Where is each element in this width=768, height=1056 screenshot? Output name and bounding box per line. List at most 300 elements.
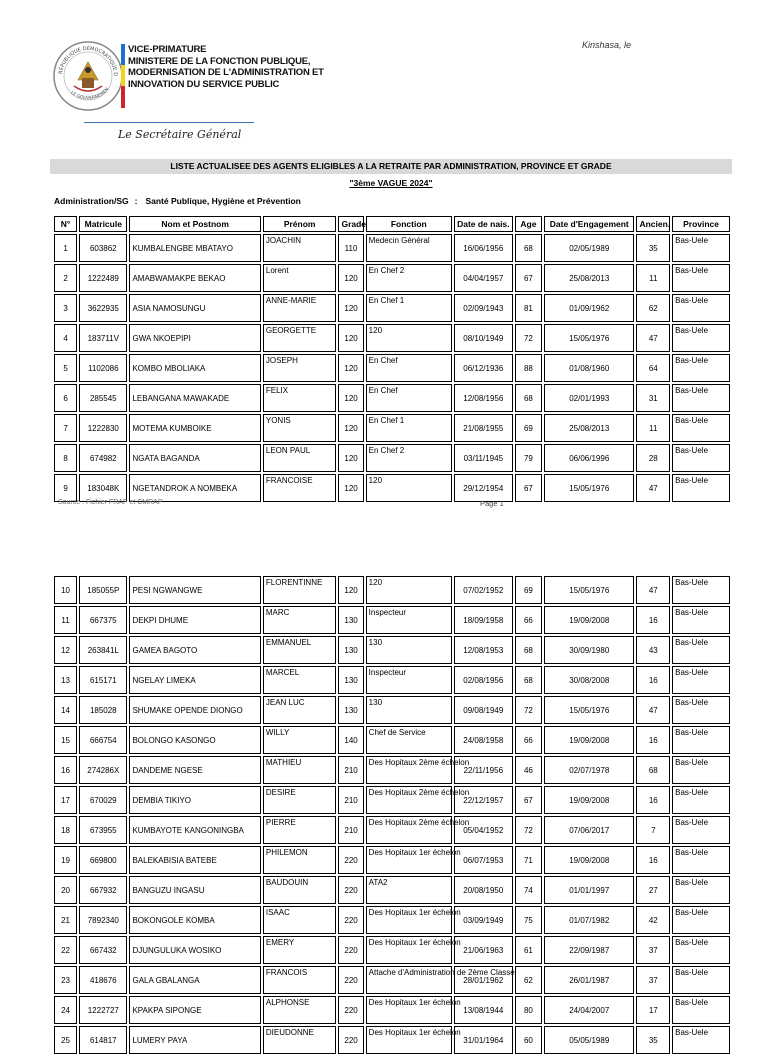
col-number-cell: 25 bbox=[54, 1026, 77, 1054]
col-birthdate-cell: 08/10/1949 bbox=[454, 324, 513, 352]
col-grade-cell: 220 bbox=[338, 846, 363, 874]
col-name-cell: BOLONGO KASONGO bbox=[129, 726, 260, 754]
col-matricule-cell: 673955 bbox=[79, 816, 127, 844]
col-seniority-cell: 11 bbox=[636, 264, 670, 292]
col-province-cell: Bas-Uele bbox=[672, 756, 730, 784]
col-grade-cell: 120 bbox=[338, 474, 363, 502]
table-row bbox=[54, 384, 730, 412]
col-grade-header: Grade bbox=[338, 216, 363, 232]
col-grade-cell: 220 bbox=[338, 876, 363, 904]
table-row bbox=[54, 1026, 730, 1054]
col-hire-date-cell: 02/07/1978 bbox=[544, 756, 634, 784]
col-seniority-cell: 47 bbox=[636, 576, 670, 604]
col-birthdate-cell: 02/09/1943 bbox=[454, 294, 513, 322]
col-age-cell: 88 bbox=[515, 354, 542, 382]
col-function-cell: En Chef 2 bbox=[366, 264, 452, 292]
col-age-cell: 68 bbox=[515, 666, 542, 694]
col-function-cell: Des Hopitaux 1er échelon bbox=[366, 906, 452, 934]
col-hire-date-cell: 30/09/1980 bbox=[544, 636, 634, 664]
col-firstname-cell: ALPHONSE bbox=[263, 996, 337, 1024]
col-name-cell: KUMBALENGBE MBATAYO bbox=[129, 234, 260, 262]
col-seniority-cell: 35 bbox=[636, 234, 670, 262]
col-name-cell: NGETANDROK A NOMBEKA bbox=[129, 474, 260, 502]
col-firstname-cell: PHILEMON bbox=[263, 846, 337, 874]
col-hire-date-cell: 19/09/2008 bbox=[544, 846, 634, 874]
col-province-cell: Bas-Uele bbox=[672, 906, 730, 934]
ministry-line: MODERNISATION DE L'ADMINISTRATION ET bbox=[128, 67, 324, 78]
administration-line bbox=[54, 196, 301, 206]
col-matricule-cell: 1222727 bbox=[79, 996, 127, 1024]
col-grade-cell: 220 bbox=[338, 966, 363, 994]
col-firstname-cell: JOACHIN bbox=[263, 234, 337, 262]
col-province-cell: Bas-Uele bbox=[672, 786, 730, 814]
col-matricule-cell: 274286X bbox=[79, 756, 127, 784]
col-firstname-cell: ANNE-MARIE bbox=[263, 294, 337, 322]
col-province-header: Province bbox=[672, 216, 730, 232]
col-seniority-cell: 64 bbox=[636, 354, 670, 382]
col-function-cell: ATA2 bbox=[366, 876, 452, 904]
col-number-cell: 24 bbox=[54, 996, 77, 1024]
col-age-cell: 62 bbox=[515, 966, 542, 994]
col-hire-date-cell: 22/09/1987 bbox=[544, 936, 634, 964]
col-number-cell: 1 bbox=[54, 234, 77, 262]
col-matricule-cell: 185028 bbox=[79, 696, 127, 724]
col-number-cell: 19 bbox=[54, 846, 77, 874]
col-grade-cell: 120 bbox=[338, 354, 363, 382]
col-number-cell: 16 bbox=[54, 756, 77, 784]
col-firstname-cell: PIERRE bbox=[263, 816, 337, 844]
col-hire-date-cell: 01/01/1997 bbox=[544, 876, 634, 904]
col-grade-cell: 120 bbox=[338, 414, 363, 442]
col-function-cell: Attache d'Administration de 2ème Classe bbox=[366, 966, 452, 994]
col-function-cell: Des Hopitaux 2ème échelon bbox=[366, 816, 452, 844]
col-province-cell: Bas-Uele bbox=[672, 576, 730, 604]
col-province-cell: Bas-Uele bbox=[672, 936, 730, 964]
col-name-cell: KUMBAYOTE KANGONINGBA bbox=[129, 816, 260, 844]
col-seniority-cell: 11 bbox=[636, 414, 670, 442]
col-number-cell: 11 bbox=[54, 606, 77, 634]
ministry-line: VICE-PRIMATURE bbox=[128, 44, 207, 55]
col-seniority-cell: 47 bbox=[636, 474, 670, 502]
col-function-cell: Medecin Général bbox=[366, 234, 452, 262]
table-row bbox=[54, 606, 730, 634]
col-hire-date-cell: 01/09/1962 bbox=[544, 294, 634, 322]
col-function-cell: 130 bbox=[366, 636, 452, 664]
col-function-cell: Inspecteur bbox=[366, 666, 452, 694]
col-birthdate-cell: 03/09/1949 bbox=[454, 906, 513, 934]
col-birthdate-cell: 24/08/1958 bbox=[454, 726, 513, 754]
col-age-cell: 72 bbox=[515, 696, 542, 724]
seal-bottom-text: LE GOUVERNEMEN bbox=[69, 87, 111, 102]
col-grade-cell: 210 bbox=[338, 786, 363, 814]
col-province-cell: Bas-Uele bbox=[672, 846, 730, 874]
col-birthdate-cell: 07/02/1952 bbox=[454, 576, 513, 604]
col-hire-date-cell: 19/09/2008 bbox=[544, 726, 634, 754]
col-grade-cell: 130 bbox=[338, 696, 363, 724]
col-seniority-header: Ancien. bbox=[636, 216, 670, 232]
col-function-cell: Des Hopitaux 1er échelon bbox=[366, 996, 452, 1024]
col-matricule-header: Matricule bbox=[79, 216, 127, 232]
col-function-cell: Des Hopitaux 2ème échelon bbox=[366, 786, 452, 814]
col-matricule-cell: 185055P bbox=[79, 576, 127, 604]
col-age-cell: 69 bbox=[515, 414, 542, 442]
col-hire-date-cell: 02/05/1989 bbox=[544, 234, 634, 262]
col-hire-date-cell: 24/04/2007 bbox=[544, 996, 634, 1024]
col-number-cell: 10 bbox=[54, 576, 77, 604]
document-title: LISTE ACTUALISEE DES AGENTS ELIGIBLES A LA RETRAITE PAR ADMINISTRATION, PROVINCE ET GRADE bbox=[50, 159, 732, 174]
col-province-cell: Bas-Uele bbox=[672, 354, 730, 382]
col-age-cell: 68 bbox=[515, 234, 542, 262]
col-firstname-cell: FELIX bbox=[263, 384, 337, 412]
col-matricule-cell: 285545 bbox=[79, 384, 127, 412]
col-seniority-cell: 7 bbox=[636, 816, 670, 844]
col-function-cell: 120 bbox=[366, 474, 452, 502]
col-matricule-cell: 614817 bbox=[79, 1026, 127, 1054]
col-number-cell: 18 bbox=[54, 816, 77, 844]
signature-title: Le Secrétaire Général bbox=[118, 128, 242, 141]
col-birthdate-cell: 22/11/1956 bbox=[454, 756, 513, 784]
col-seniority-cell: 68 bbox=[636, 756, 670, 784]
table-row bbox=[54, 294, 730, 322]
col-number-cell: 23 bbox=[54, 966, 77, 994]
col-age-header: Age bbox=[515, 216, 542, 232]
col-name-cell: BALEKABISIA BATEBE bbox=[129, 846, 260, 874]
col-function-cell: En Chef 1 bbox=[366, 414, 452, 442]
col-hire-date-cell: 01/07/1982 bbox=[544, 906, 634, 934]
col-province-cell: Bas-Uele bbox=[672, 474, 730, 502]
col-grade-cell: 110 bbox=[338, 234, 363, 262]
table-row bbox=[54, 576, 730, 604]
col-province-cell: Bas-Uele bbox=[672, 726, 730, 754]
col-hire-date-cell: 25/08/2013 bbox=[544, 264, 634, 292]
col-function-cell: Inspecteur bbox=[366, 606, 452, 634]
agents-table-page2 bbox=[52, 574, 732, 1056]
col-number-cell: 4 bbox=[54, 324, 77, 352]
col-seniority-cell: 47 bbox=[636, 696, 670, 724]
col-age-cell: 79 bbox=[515, 444, 542, 472]
col-firstname-cell: FRANCOIS bbox=[263, 966, 337, 994]
col-function-cell: 130 bbox=[366, 696, 452, 724]
col-birthdate-cell: 29/12/1954 bbox=[454, 474, 513, 502]
col-number-cell: 2 bbox=[54, 264, 77, 292]
col-name-cell: PESI NGWANGWE bbox=[129, 576, 260, 604]
col-name-cell: DEKPI DHUME bbox=[129, 606, 260, 634]
col-name-header: Nom et Postnom bbox=[129, 216, 260, 232]
col-name-cell: DANDEME NGESE bbox=[129, 756, 260, 784]
col-function-cell: En Chef 2 bbox=[366, 444, 452, 472]
col-seniority-cell: 16 bbox=[636, 846, 670, 874]
col-matricule-cell: 1222489 bbox=[79, 264, 127, 292]
col-name-cell: ASIA NAMOSUNGU bbox=[129, 294, 260, 322]
col-age-cell: 67 bbox=[515, 786, 542, 814]
col-hire-date-cell: 15/05/1976 bbox=[544, 576, 634, 604]
col-grade-cell: 140 bbox=[338, 726, 363, 754]
col-matricule-cell: 615171 bbox=[79, 666, 127, 694]
col-age-cell: 68 bbox=[515, 384, 542, 412]
col-name-cell: KOMBO MBOLIAKA bbox=[129, 354, 260, 382]
col-number-cell: 7 bbox=[54, 414, 77, 442]
col-grade-cell: 130 bbox=[338, 666, 363, 694]
col-number-cell: 3 bbox=[54, 294, 77, 322]
col-name-cell: GWA NKOEPIPI bbox=[129, 324, 260, 352]
col-number-cell: 13 bbox=[54, 666, 77, 694]
col-birthdate-cell: 21/06/1963 bbox=[454, 936, 513, 964]
ministry-line: INNOVATION DU SERVICE PUBLIC bbox=[128, 78, 280, 90]
col-number-cell: 6 bbox=[54, 384, 77, 412]
col-province-cell: Bas-Uele bbox=[672, 294, 730, 322]
col-matricule-cell: 670029 bbox=[79, 786, 127, 814]
table-row bbox=[54, 726, 730, 754]
col-number-cell: 17 bbox=[54, 786, 77, 814]
col-birthdate-cell: 20/08/1950 bbox=[454, 876, 513, 904]
col-firstname-cell: BAUDOUIN bbox=[263, 876, 337, 904]
col-firstname-cell: DESIRE bbox=[263, 786, 337, 814]
col-grade-cell: 120 bbox=[338, 576, 363, 604]
col-number-cell: 12 bbox=[54, 636, 77, 664]
col-province-cell: Bas-Uele bbox=[672, 966, 730, 994]
col-age-cell: 67 bbox=[515, 474, 542, 502]
col-seniority-cell: 16 bbox=[636, 726, 670, 754]
col-birthdate-cell: 06/12/1936 bbox=[454, 354, 513, 382]
col-number-cell: 21 bbox=[54, 906, 77, 934]
col-firstname-cell: LEON PAUL bbox=[263, 444, 337, 472]
col-age-cell: 81 bbox=[515, 294, 542, 322]
col-name-cell: SHUMAKE OPENDE DIONGO bbox=[129, 696, 260, 724]
col-name-cell: AMABWAMAKPE BEKAO bbox=[129, 264, 260, 292]
col-name-cell: DJUNGULUKA WOSIKO bbox=[129, 936, 260, 964]
col-grade-cell: 120 bbox=[338, 444, 363, 472]
col-seniority-cell: 62 bbox=[636, 294, 670, 322]
table-row bbox=[54, 324, 730, 352]
col-birthdate-header: Date de nais. bbox=[454, 216, 513, 232]
col-firstname-cell: MARC bbox=[263, 606, 337, 634]
col-name-cell: BANGUZU INGASU bbox=[129, 876, 260, 904]
col-name-cell: DEMBIA TIKIYO bbox=[129, 786, 260, 814]
col-birthdate-cell: 05/04/1952 bbox=[454, 816, 513, 844]
col-matricule-cell: 666754 bbox=[79, 726, 127, 754]
col-firstname-header: Prénom bbox=[263, 216, 337, 232]
col-hire-date-cell: 15/05/1976 bbox=[544, 474, 634, 502]
col-function-cell: Des Hopitaux 1er échelon bbox=[366, 846, 452, 874]
col-birthdate-cell: 02/08/1956 bbox=[454, 666, 513, 694]
col-hire-date-cell: 19/09/2008 bbox=[544, 786, 634, 814]
col-birthdate-cell: 13/08/1944 bbox=[454, 996, 513, 1024]
col-birthdate-cell: 31/01/1964 bbox=[454, 1026, 513, 1054]
col-firstname-cell: ISAAC bbox=[263, 906, 337, 934]
col-number-cell: 15 bbox=[54, 726, 77, 754]
col-firstname-cell: GEORGETTE bbox=[263, 324, 337, 352]
col-hire-date-cell: 01/08/1960 bbox=[544, 354, 634, 382]
admin-label: Administration/SG bbox=[54, 196, 129, 206]
col-province-cell: Bas-Uele bbox=[672, 876, 730, 904]
col-function-cell: 120 bbox=[366, 576, 452, 604]
col-province-cell: Bas-Uele bbox=[672, 444, 730, 472]
col-function-header: Fonction bbox=[366, 216, 452, 232]
table-row bbox=[54, 816, 730, 844]
col-seniority-cell: 28 bbox=[636, 444, 670, 472]
col-firstname-cell: YONIS bbox=[263, 414, 337, 442]
col-function-cell: En Chef 1 bbox=[366, 294, 452, 322]
header-divider bbox=[84, 122, 254, 123]
col-grade-cell: 120 bbox=[338, 264, 363, 292]
ministry-line: MINISTERE DE LA FONCTION PUBLIQUE, bbox=[128, 55, 311, 67]
source-note: Source : Fichier FRAP et CMRAP bbox=[58, 499, 163, 506]
table-row bbox=[54, 666, 730, 694]
col-province-cell: Bas-Uele bbox=[672, 636, 730, 664]
col-seniority-cell: 42 bbox=[636, 906, 670, 934]
col-province-cell: Bas-Uele bbox=[672, 414, 730, 442]
col-age-cell: 68 bbox=[515, 636, 542, 664]
col-name-cell: KPAKPA SIPONGE bbox=[129, 996, 260, 1024]
col-matricule-cell: 7892340 bbox=[79, 906, 127, 934]
col-birthdate-cell: 28/01/1962 bbox=[454, 966, 513, 994]
col-seniority-cell: 47 bbox=[636, 324, 670, 352]
col-function-cell: 120 bbox=[366, 324, 452, 352]
col-province-cell: Bas-Uele bbox=[672, 234, 730, 262]
col-number-cell: 9 bbox=[54, 474, 77, 502]
col-function-cell: En Chef bbox=[366, 384, 452, 412]
col-grade-cell: 210 bbox=[338, 756, 363, 784]
col-province-cell: Bas-Uele bbox=[672, 1026, 730, 1054]
col-grade-cell: 120 bbox=[338, 324, 363, 352]
flag-color-bar bbox=[121, 44, 125, 108]
col-seniority-cell: 17 bbox=[636, 996, 670, 1024]
col-province-cell: Bas-Uele bbox=[672, 264, 730, 292]
col-grade-cell: 130 bbox=[338, 636, 363, 664]
col-number-cell: 20 bbox=[54, 876, 77, 904]
col-age-cell: 72 bbox=[515, 816, 542, 844]
col-firstname-cell: EMERY bbox=[263, 936, 337, 964]
col-province-cell: Bas-Uele bbox=[672, 666, 730, 694]
ministry-heading bbox=[128, 44, 348, 90]
col-birthdate-cell: 21/08/1955 bbox=[454, 414, 513, 442]
col-age-cell: 75 bbox=[515, 906, 542, 934]
col-grade-cell: 220 bbox=[338, 906, 363, 934]
col-province-cell: Bas-Uele bbox=[672, 324, 730, 352]
admin-value: Santé Publique, Hygiène et Prévention bbox=[145, 196, 301, 206]
col-hire-date-cell: 19/09/2008 bbox=[544, 606, 634, 634]
col-function-cell: Des Hopitaux 1er échelon bbox=[366, 936, 452, 964]
col-firstname-cell: FLORENTINNE bbox=[263, 576, 337, 604]
col-firstname-cell: DIEUDONNE bbox=[263, 1026, 337, 1054]
col-province-cell: Bas-Uele bbox=[672, 384, 730, 412]
col-birthdate-cell: 16/06/1956 bbox=[454, 234, 513, 262]
col-function-cell: En Chef bbox=[366, 354, 452, 382]
col-number-cell: 8 bbox=[54, 444, 77, 472]
col-name-cell: LUMERY PAYA bbox=[129, 1026, 260, 1054]
table-row bbox=[54, 756, 730, 784]
col-number-cell: 22 bbox=[54, 936, 77, 964]
col-name-cell: MOTEMA KUMBOIKE bbox=[129, 414, 260, 442]
col-seniority-cell: 35 bbox=[636, 1026, 670, 1054]
col-age-cell: 60 bbox=[515, 1026, 542, 1054]
col-seniority-cell: 37 bbox=[636, 936, 670, 964]
col-hire-date-cell: 07/06/2017 bbox=[544, 816, 634, 844]
col-seniority-cell: 31 bbox=[636, 384, 670, 412]
subtitle-text: "3ème VAGUE 2024" bbox=[349, 178, 433, 188]
agents-table-page1 bbox=[52, 214, 732, 504]
col-grade-cell: 120 bbox=[338, 384, 363, 412]
col-name-cell: BOKONGOLE KOMBA bbox=[129, 906, 260, 934]
col-hire-date-cell: 25/08/2013 bbox=[544, 414, 634, 442]
col-province-cell: Bas-Uele bbox=[672, 816, 730, 844]
col-seniority-cell: 43 bbox=[636, 636, 670, 664]
table-row bbox=[54, 876, 730, 904]
col-matricule-cell: 3622935 bbox=[79, 294, 127, 322]
col-matricule-cell: 674982 bbox=[79, 444, 127, 472]
col-matricule-cell: 603862 bbox=[79, 234, 127, 262]
table-row bbox=[54, 936, 730, 964]
col-matricule-cell: 418676 bbox=[79, 966, 127, 994]
col-seniority-cell: 27 bbox=[636, 876, 670, 904]
col-hire-date-cell: 15/05/1976 bbox=[544, 696, 634, 724]
table-row bbox=[54, 264, 730, 292]
col-birthdate-cell: 09/08/1949 bbox=[454, 696, 513, 724]
col-age-cell: 80 bbox=[515, 996, 542, 1024]
admin-separator: : bbox=[134, 196, 138, 206]
col-name-cell: LEBANGANA MAWAKADE bbox=[129, 384, 260, 412]
col-birthdate-cell: 18/09/1958 bbox=[454, 606, 513, 634]
col-matricule-cell: 1222830 bbox=[79, 414, 127, 442]
col-age-cell: 74 bbox=[515, 876, 542, 904]
col-age-cell: 61 bbox=[515, 936, 542, 964]
col-matricule-cell: 183711V bbox=[79, 324, 127, 352]
col-name-cell: NGATA BAGANDA bbox=[129, 444, 260, 472]
table-row bbox=[54, 234, 730, 262]
col-birthdate-cell: 12/08/1956 bbox=[454, 384, 513, 412]
table-row bbox=[54, 414, 730, 442]
table-row bbox=[54, 846, 730, 874]
col-birthdate-cell: 22/12/1957 bbox=[454, 786, 513, 814]
table-row bbox=[54, 696, 730, 724]
col-name-cell: GAMEA BAGOTO bbox=[129, 636, 260, 664]
col-grade-cell: 220 bbox=[338, 996, 363, 1024]
col-name-cell: GALA GBALANGA bbox=[129, 966, 260, 994]
col-firstname-cell: JEAN LUC bbox=[263, 696, 337, 724]
table-row bbox=[54, 636, 730, 664]
col-matricule-cell: 667432 bbox=[79, 936, 127, 964]
col-firstname-cell: FRANCOISE bbox=[263, 474, 337, 502]
table-row bbox=[54, 354, 730, 382]
col-grade-cell: 220 bbox=[338, 1026, 363, 1054]
col-age-cell: 69 bbox=[515, 576, 542, 604]
col-hire-date-cell: 05/05/1989 bbox=[544, 1026, 634, 1054]
col-age-cell: 46 bbox=[515, 756, 542, 784]
col-grade-cell: 130 bbox=[338, 606, 363, 634]
table-row bbox=[54, 444, 730, 472]
col-province-cell: Bas-Uele bbox=[672, 996, 730, 1024]
table-row bbox=[54, 996, 730, 1024]
col-matricule-cell: 669800 bbox=[79, 846, 127, 874]
col-hire-date-cell: 26/01/1987 bbox=[544, 966, 634, 994]
col-number-cell: 14 bbox=[54, 696, 77, 724]
col-function-cell: Des Hopitaux 2ème échelon bbox=[366, 756, 452, 784]
col-name-cell: NGELAY LIMEKA bbox=[129, 666, 260, 694]
col-seniority-cell: 16 bbox=[636, 786, 670, 814]
coat-of-arms-seal bbox=[52, 40, 124, 112]
col-seniority-cell: 16 bbox=[636, 606, 670, 634]
col-function-cell: Des Hopitaux 1er échelon bbox=[366, 1026, 452, 1054]
col-matricule-cell: 183048K bbox=[79, 474, 127, 502]
col-seniority-cell: 37 bbox=[636, 966, 670, 994]
table-row bbox=[54, 966, 730, 994]
col-hire-date-cell: 15/05/1976 bbox=[544, 324, 634, 352]
col-firstname-cell: EMMANUEL bbox=[263, 636, 337, 664]
table-row bbox=[54, 906, 730, 934]
col-firstname-cell: WILLY bbox=[263, 726, 337, 754]
col-age-cell: 66 bbox=[515, 606, 542, 634]
table-row bbox=[54, 474, 730, 502]
